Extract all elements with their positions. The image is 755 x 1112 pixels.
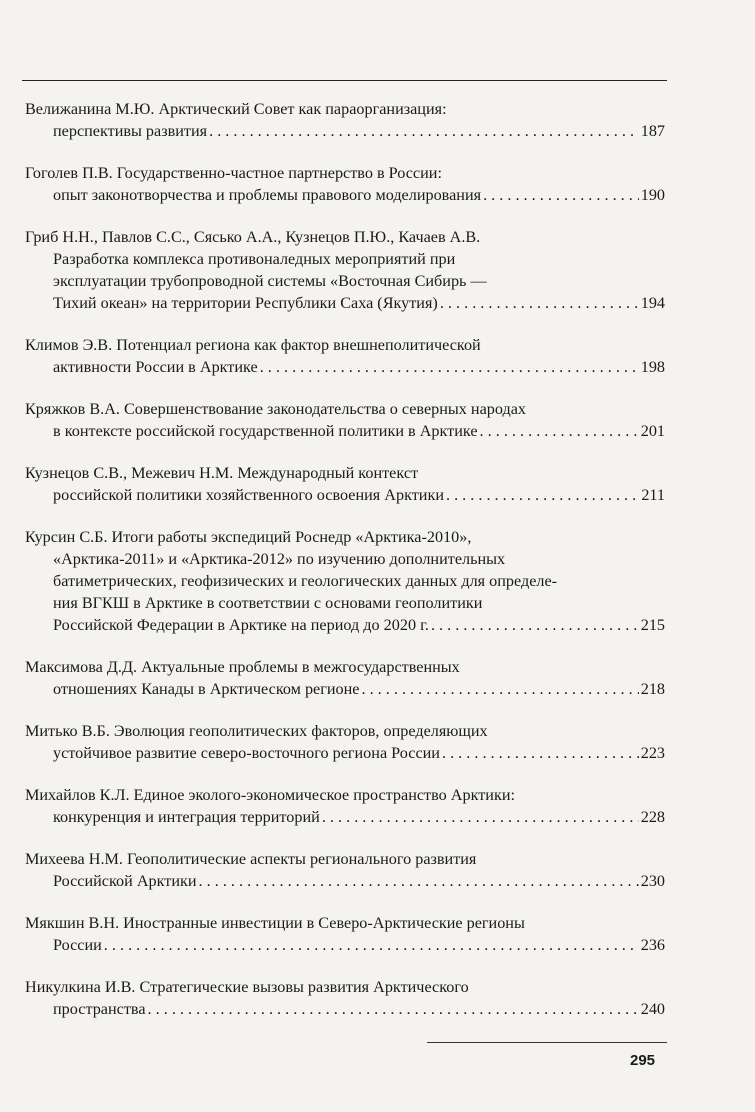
toc-entry-line: батиметрических, геофизических и геологических данных для определе- <box>53 572 558 590</box>
toc-entry-last-line <box>25 934 665 956</box>
toc-entry-last-line <box>25 614 665 636</box>
toc-page-number: 198 <box>640 358 665 376</box>
toc-entry-line: опыт законотворчества и проблемы правового моделирования <box>53 186 482 204</box>
toc-page-number: 215 <box>640 616 665 634</box>
dot-leader <box>104 934 639 956</box>
toc-entry-line: устойчивое развитие северо-восточного региона России <box>53 744 440 762</box>
toc-entry <box>25 976 665 1020</box>
toc-entry <box>25 784 665 828</box>
toc-entry-line: конкуренция и интеграция территорий <box>53 808 320 826</box>
toc-entry <box>25 334 665 378</box>
toc-entry-line: Российской Арктики <box>53 872 197 890</box>
toc-entry-line: эксплуатации трубопроводной системы «Восточная Сибирь — <box>53 272 487 290</box>
toc-page-number: 201 <box>640 422 665 440</box>
dot-leader <box>446 484 639 506</box>
toc-entry-last-line <box>25 870 665 892</box>
toc-entry-heading: Митько В.Б. Эволюция геополитических факторов, определяющих <box>25 722 488 740</box>
toc-entry-last-line <box>25 292 665 314</box>
toc-entry-last-line <box>25 420 665 442</box>
toc-page-number: 240 <box>640 1000 665 1018</box>
toc-entry-heading: Никулкина И.В. Стратегические вызовы развития Арктического <box>25 978 469 996</box>
toc-entry-heading: Гриб Н.Н., Павлов С.С., Сясько А.А., Кузнецов П.Ю., Качаев А.В. <box>25 228 481 246</box>
toc-entry-line: активности России в Арктике <box>53 358 258 376</box>
toc-page-number: 218 <box>640 680 665 698</box>
toc-entry-heading: Михеева Н.М. Геополитические аспекты регионального развития <box>25 850 477 868</box>
dot-leader <box>260 356 639 378</box>
toc-entry-last-line <box>25 742 665 764</box>
toc-entry-line: ния ВГКШ в Арктике в соответствии с основами геополитики <box>53 594 483 612</box>
dot-leader <box>483 184 639 206</box>
toc-entry-heading: Климов Э.В. Потенциал региона как фактор внешнеполитической <box>25 336 481 354</box>
toc-entry-line: в контексте российской государственной политики в Арктике <box>53 422 478 440</box>
dot-leader <box>322 806 639 828</box>
toc-entry-last-line <box>25 484 665 506</box>
toc-entry-heading: Кряжков В.А. Совершенствование законодательства о северных народах <box>25 400 527 418</box>
toc-entry-heading: Мякшин В.Н. Иностранные инвестиции в Северо-Арктические регионы <box>25 914 525 932</box>
toc-entry-heading: Кузнецов С.В., Межевич Н.М. Международный контекст <box>25 464 419 482</box>
toc-entry-line: Разработка комплекса противоналедных мероприятий при <box>53 250 456 268</box>
toc-page-number: 236 <box>640 936 665 954</box>
toc-entry <box>25 526 665 636</box>
toc-entry <box>25 98 665 142</box>
toc-entry-last-line <box>25 998 665 1020</box>
toc-entry-last-line <box>25 184 665 206</box>
toc-entry-last-line <box>25 806 665 828</box>
toc-entry-heading: Михайлов К.Л. Единое эколого-экономическое пространство Арктики: <box>25 786 515 804</box>
toc-entry <box>25 912 665 956</box>
toc-entry-heading: Велижанина М.Ю. Арктический Совет как параорганизация: <box>25 100 447 118</box>
dot-leader <box>209 120 639 142</box>
toc-entry-line: российской политики хозяйственного освоения Арктики <box>53 486 444 504</box>
toc-entry <box>25 226 665 314</box>
dot-leader <box>480 420 639 442</box>
toc-page-number: 230 <box>640 872 665 890</box>
toc-entry <box>25 720 665 764</box>
toc-page-number: 223 <box>640 744 665 762</box>
toc-entry-line: России <box>53 936 102 954</box>
toc-entry-line: Тихий океан» на территории Республики Саха (Якутия) <box>53 294 438 312</box>
table-of-contents <box>25 98 665 1040</box>
dot-leader <box>199 870 639 892</box>
toc-entry-last-line <box>25 120 665 142</box>
top-rule <box>22 80 667 81</box>
toc-entry-last-line <box>25 356 665 378</box>
toc-page-number: 190 <box>640 186 665 204</box>
dot-leader <box>431 614 639 636</box>
toc-entry <box>25 398 665 442</box>
toc-entry <box>25 848 665 892</box>
dot-leader <box>361 678 638 700</box>
toc-page-number: 187 <box>640 122 665 140</box>
bottom-rule <box>427 1042 667 1043</box>
toc-entry-heading: Курсин С.Б. Итоги работы экспедиций Роснедр «Арктика-2010», <box>25 528 472 546</box>
dot-leader <box>148 998 639 1020</box>
toc-page-number: 194 <box>640 294 665 312</box>
toc-entry-line: Российской Федерации в Арктике на период до 2020 г. <box>53 616 429 634</box>
toc-page-number: 211 <box>641 486 665 504</box>
toc-page-number: 228 <box>640 808 665 826</box>
toc-entry-line: пространства <box>53 1000 146 1018</box>
toc-entry <box>25 462 665 506</box>
toc-entry-line: «Арктика-2011» и «Арктика-2012» по изучению дополнительных <box>53 550 506 568</box>
toc-entry <box>25 162 665 206</box>
toc-entry-line: перспективы развития <box>53 122 208 140</box>
toc-entry <box>25 656 665 700</box>
dot-leader <box>440 292 639 314</box>
toc-entry-last-line <box>25 678 665 700</box>
dot-leader <box>442 742 639 764</box>
toc-entry-heading: Максимова Д.Д. Актуальные проблемы в межгосударственных <box>25 658 460 676</box>
toc-entry-line: отношениях Канады в Арктическом регионе <box>53 680 360 698</box>
page-number: 295 <box>630 1052 656 1069</box>
toc-entry-heading: Гоголев П.В. Государственно-частное партнерство в России: <box>25 164 442 182</box>
